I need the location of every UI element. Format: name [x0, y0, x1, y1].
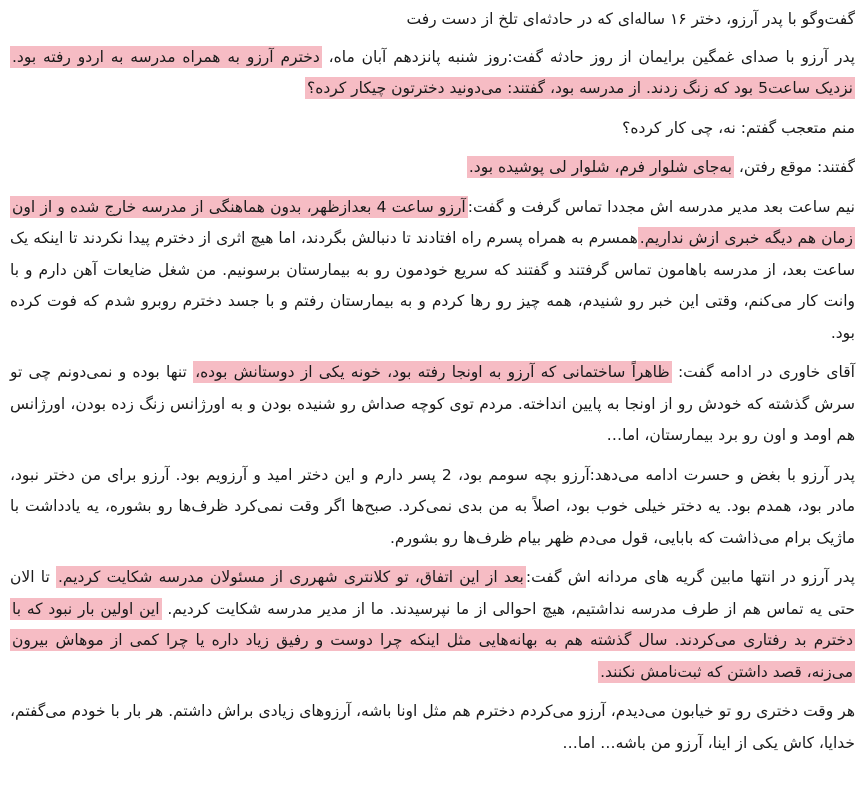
paragraph	[10, 460, 855, 555]
paragraph	[10, 113, 855, 145]
text-segment: تنها بوده و نمی‌دونم چی تو سرش گذشته که خودش رو از اونجا به پایین انداخته. مردم توی کوچه صداش رو شنیده بودن و به اورژانس زنگ زده بودن، اورژانس هم اومد و اون رو برد بیمارستان، اما…	[10, 363, 855, 444]
paragraph	[10, 562, 855, 688]
paragraph	[10, 696, 855, 759]
highlighted-text: نزدیک ساعت5 بود که زنگ زدند. از مدرسه بود، گفتند: می‌دونید دخترتون چیکار کرده؟	[307, 79, 853, 97]
text-segment: همسرم به همراه پسرم راه افتادند تا دنبالش بگردند، اما هیچ اثری از دخترم پیدا نکردند تا اینکه یک ساعت بعد، از مدرسه باهامون تماس گرفتند و گفتند که سریع خودمون رو به بیمارستان برسونیم. من شغل ضایعات آهن دارم و با وانت کار می‌کنم، وقتی این خبر رو شنیدم، همه چیز رو رها کردم و به بیمارستان رفتم و با جسد دخترم روبرو شدم که فوت کرده بود.	[10, 229, 855, 342]
paragraph	[10, 357, 855, 452]
text-segment: تا الان حتی یه تماس هم از طرف مدرسه نداشتیم، هیچ احوالی از ما نپرسیدند. ما از مدیر مدرسه شکایت کردیم.	[10, 568, 855, 618]
text-segment: گفتند: موقع رفتن،	[733, 158, 855, 176]
article-title: گفت‌وگو با پدر آرزو، دختر ۱۶ ساله‌ای که در حادثه‌ای تلخ از دست رفت	[406, 10, 855, 28]
text-segment: پدر آرزو در انتها مابین گریه های مردانه اش گفت:	[525, 568, 855, 586]
highlighted-text: بعد از این اتفاق، تو کلانتری شهرری از مسئولان مدرسه شکایت کردیم.	[58, 568, 524, 586]
paragraph	[10, 192, 855, 350]
paragraph	[10, 152, 855, 184]
text-segment: هر وقت دختری رو تو خیابون می‌دیدم، آرزو می‌کردم دخترم هم مثل اونا باشه، آرزوهای زیادی براش داشتم. هر بار با خودم می‌گفتم، خدایا، کاش یکی از اینا، آرزو من باشه… اما…	[10, 702, 855, 752]
text-segment: پدر آرزو با صدای غمگین برایمان از روز حادثه گفت:روز شنبه پانزدهم آبان ماه،	[321, 47, 855, 66]
text-segment: منم متعجب گفتم: نه، چی کار کرده؟	[622, 118, 855, 137]
highlighted-text: این اولین بار نبود که با دخترم بد رفتاری می‌کردند. سال گذشته هم به بهانه‌هایی مثل اینکه چرا دوست و رفیق زیاد داره یا چرا کمی از موهاش بیرون می‌زنه، قصد داشتن که ثبت‌نامش نکنند.	[12, 599, 853, 681]
text-segment: نیم ساعت بعد مدیر مدرسه اش مجددا تماس گرفت و گفت:	[467, 197, 855, 216]
highlighted-text: آرزو ساعت 4 بعدازظهر، بدون هماهنگی از مدرسه خارج شده و از اون زمان هم دیگه خبری ازش نداریم.	[12, 197, 853, 247]
highlighted-text: به‌جای شلوار فرم، شلوار لی پوشیده بود.	[468, 158, 732, 176]
article-body	[10, 42, 855, 760]
highlighted-text: ظاهراً ساختمانی که آرزو به اونجا رفته بود، خونه یکی از دوستانش بوده،	[195, 363, 670, 381]
highlighted-text: دخترم آرزو به همراه مدرسه به اردو رفته بود.	[12, 47, 320, 66]
paragraph	[10, 42, 855, 105]
text-segment: آقای خاوری در ادامه گفت:	[671, 363, 855, 381]
text-segment: پدر آرزو با بغض و حسرت ادامه می‌دهد:آرزو بچه سومم بود، 2 پسر دارم و این دختر امید و آرزویم بود. آرزو برای من دختر نبود، مادر بود، همدم بود. یه دختر خیلی خوب بود، اصلاً به من بدی نمی‌کرد. صبح‌ها اگر وقت نمی‌کرد ظرف‌ها رو بشوره، یه یادداشت با ماژیک برام می‌ذاشت که بابایی، قول می‌دم ظهر بیام ظرف‌ها رو بشورم.	[10, 465, 855, 547]
